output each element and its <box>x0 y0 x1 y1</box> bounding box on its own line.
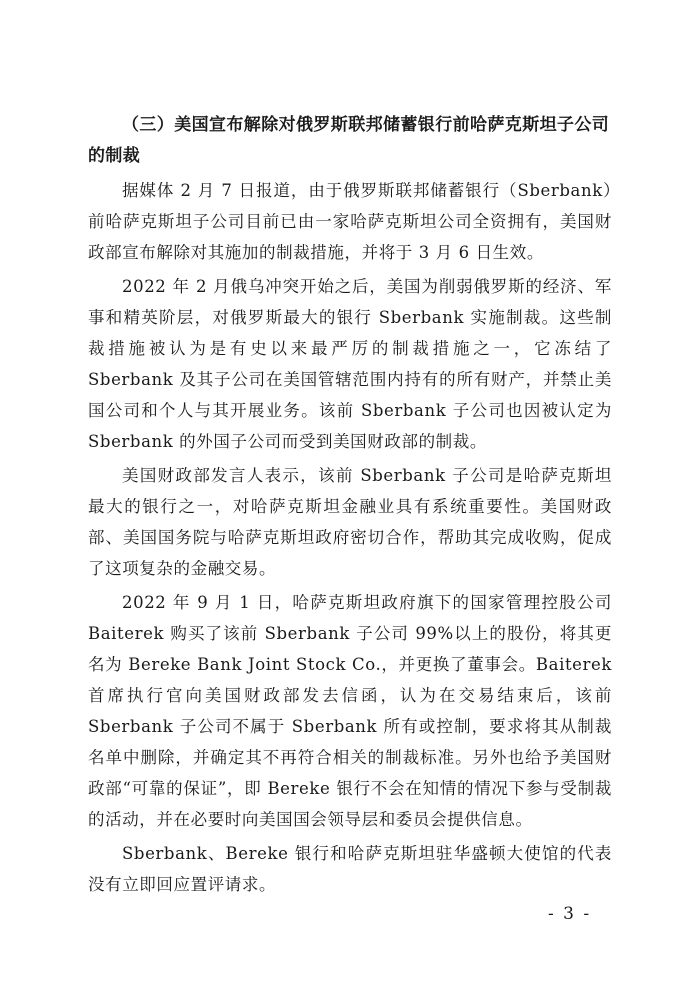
paragraph-4: 2022 年 9 月 1 日，哈萨克斯坦政府旗下的国家管理控股公司 Baiterek 购买了该前 Sberbank 子公司 99%以上的股份，将其更名为 Bereke Bank Joint Stock Co.，并更换了董事会。Baiterek 首席执行官向美国财政部发去信函，认为在交易结束后，该前 Sberbank 子公司不属于 Sberbank 所有或控制，要求将其从制裁名单中删除，并确定其不再符合相关的制裁标准。另外也给予美国财政部“可靠的保证”，即 Bereke 银行不会在知情的情况下参与受制裁的活动，并在必要时向美国国会领导层和委员会提供信息。 <box>88 593 612 829</box>
page-number: - 3 - <box>548 904 592 924</box>
paragraph-2: 2022 年 2 月俄乌冲突开始之后，美国为削弱俄罗斯的经济、军事和精英阶层，对俄罗斯最大的银行 Sberbank 实施制裁。这些制裁措施被认为是有史以来最严厉的制裁措施之一，它冻结了 Sberbank 及其子公司在美国管辖范围内持有的所有财产，并禁止美国公司和个人与其开展业务。该前 Sberbank 子公司也因被认定为 Sberbank 的外国子公司而受到美国财政部的制裁。 <box>88 277 612 451</box>
document-body <box>88 110 612 903</box>
paragraph-5: Sberbank、Bereke 银行和哈萨克斯坦驻华盛顿大使馆的代表没有立即回应置评请求。 <box>88 844 612 894</box>
section-heading: （三）美国宣布解除对俄罗斯联邦储蓄银行前哈萨克斯坦子公司的制裁 <box>88 115 610 166</box>
paragraph-1: 据媒体 2 月 7 日报道，由于俄罗斯联邦储蓄银行（Sberbank）前哈萨克斯坦子公司目前已由一家哈萨克斯坦公司全资拥有，美国财政部宣布解除对其施加的制裁措施，并将于 3 月 6 日生效。 <box>88 181 612 262</box>
paragraph-3: 美国财政部发言人表示，该前 Sberbank 子公司是哈萨克斯坦最大的银行之一，对哈萨克斯坦金融业具有系统重要性。美国财政部、美国国务院与哈萨克斯坦政府密切合作，帮助其完成收购，促成了这项复杂的金融交易。 <box>88 466 612 578</box>
